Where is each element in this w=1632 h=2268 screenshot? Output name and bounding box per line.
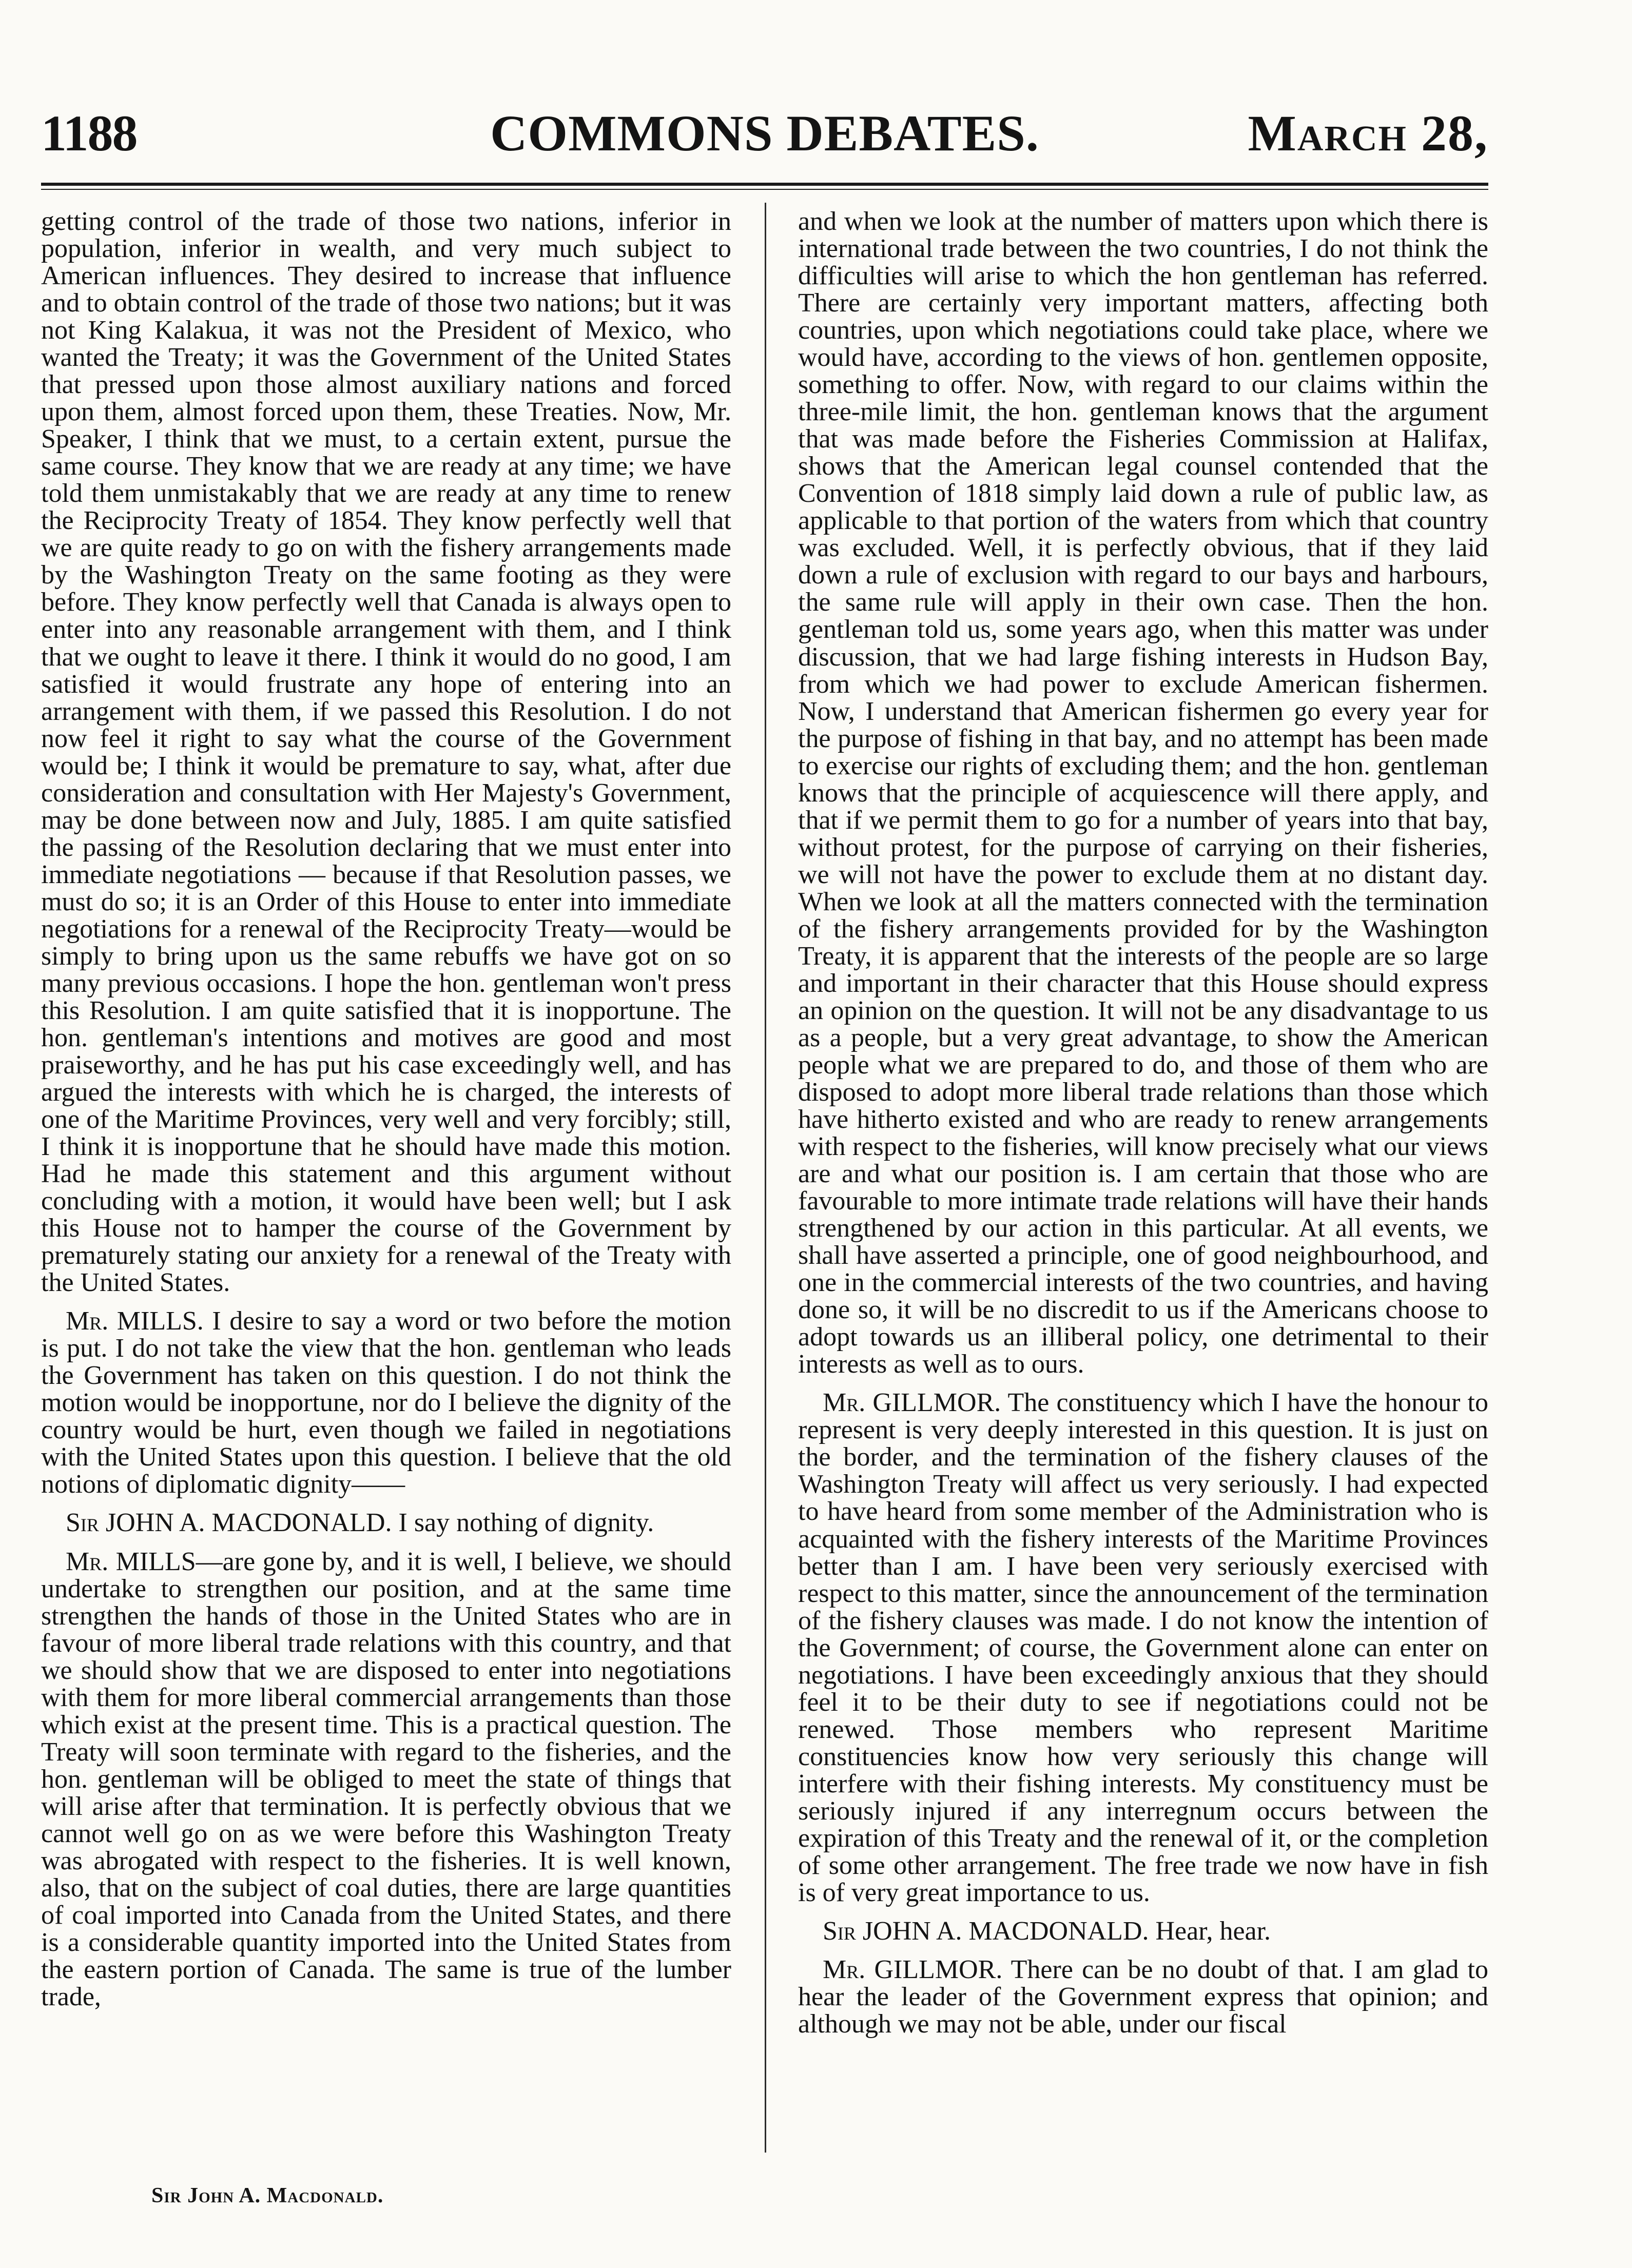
- column-divider: [765, 203, 766, 2153]
- speech-paragraph: [41, 1548, 731, 2011]
- speech-text: There can be no doubt of that. I am glad to hear the leader of the Government express that opinion; and although we may not be able, under our fiscal: [798, 1954, 1488, 2039]
- speaker-name: Mr. GILLMOR.: [823, 1388, 1001, 1418]
- speaker-name: Sir JOHN A. MACDONALD.: [823, 1916, 1149, 1946]
- catchword: Sir John A. Macdonald.: [151, 2184, 384, 2207]
- speech-text: Hear, hear.: [1155, 1916, 1271, 1946]
- speech-paragraph: [798, 1389, 1488, 1906]
- speech-paragraph: [41, 1509, 731, 1536]
- running-title: COMMONS DEBATES.: [490, 105, 1039, 162]
- speaker-name: Mr. GILLMOR.: [823, 1954, 1003, 1984]
- paragraph: and when we look at the number of matters upon which there is international trade between the two countries, I do not think the difficulties will arise to which the hon gentleman has referred. There are certainly very important matters, affecting both countries, upon which negotiations could take place, where we would have, according to the views of hon. gentlemen opposite, something to offer. Now, with regard to our claims within the three-mile limit, the hon. gentleman knows that the argument that was made before the Fisheries Commission at Halifax, shows that the American legal counsel contended that the Convention of 1818 simply laid down a rule of public law, as applicable to that portion of the waters from which that country was excluded. Well, it is perfectly obvious, that if they laid down a rule of exclusion with regard to our bays and harbours, the same rule will apply in their own case. Then the hon. gentleman told us, some years ago, when this matter was under discussion, that we had large fishing interests in Hudson Bay, from which we had power to exclude American fishermen. Now, I understand that American fishermen go every year for the purpose of fishing in that bay, and no attempt has been made to exercise our rights of excluding them; and the hon. gentleman knows that the principle of acquiescence will there apply, and that if we permit them to go for a number of years into that bay, without protest, for the purpose of carrying on their fisheries, we will not have the power to exclude them at no distant day. When we look at all the matters connected with the termination of the fishery arrangements provided for by the Washington Treaty, it is apparent that the interests of the people are so large and important in their character that this House should express an opinion on the question. It will not be any disadvantage to us as a people, but a very great advantage, to show the American people what we are prepared to do, and those of them who are disposed to adopt more liberal trade relations than those which have hitherto existed and who are ready to renew arrangements with respect to the fisheries, will know precisely what our views are and what our position is. I am certain that those who are favourable to more intimate trade relations will have their hands strengthened by our action in this particular. At all events, we shall have asserted a principle, one of good neighbourhood, and one in the commercial interests of the two countries, and having done so, it will be no discredit to us if the Americans choose to adopt towards us an illiberal policy, one detrimental to their interests as well as to ours.: [798, 208, 1488, 1379]
- header-rule: [41, 183, 1488, 186]
- header-rule-thin: [41, 189, 1488, 190]
- right-column: [798, 208, 1488, 2158]
- page-number: 1188: [41, 105, 137, 162]
- speech-text: I desire to say a word or two before the motion is put. I do not take the view that the hon. gentleman who leads the Government has taken on this question. I do not think the motion would be inopportune, nor do I believe the dignity of the country would be hurt, even though we failed in negotiations with the United States upon this question. I believe that the old notions of diplomatic dignity——: [41, 1306, 731, 1499]
- page: [41, 97, 1488, 2222]
- speaker-name: Mr. MILLS.: [66, 1306, 204, 1336]
- speech-text: I say nothing of dignity.: [398, 1508, 654, 1538]
- speech-text: —are gone by, and it is well, I believe, we should undertake to strengthen our position, and at the same time strengthen the hands of those in the United States who are in favour of more liberal trade relations with this country, and that we should show that we are disposed to enter into negotiations with them for more liberal commercial arrangements than those which exist at the present time. This is a practical question. The Treaty will soon terminate with regard to the fisheries, and the hon. gentleman will be obliged to meet the state of things that will arise after that termination. It is perfectly obvious that we cannot well go on as we were before this Washington Treaty was abrogated with respect to the fisheries. It is well known, also, that on the subject of coal duties, there are large quantities of coal imported into Canada from the United States, and there is a considerable quantity imported into the United States from the eastern portion of Canada. The same is true of the lumber trade,: [41, 1547, 731, 2011]
- left-column: [41, 208, 731, 2158]
- speech-paragraph: [798, 1918, 1488, 1945]
- speech-paragraph: [41, 1307, 731, 1498]
- speaker-name: Sir JOHN A. MACDONALD.: [66, 1508, 392, 1538]
- page-date: March 28,: [1248, 105, 1488, 162]
- speaker-name: Mr. MILLS: [66, 1547, 196, 1576]
- paragraph: getting control of the trade of those two nations, inferior in population, inferior in wealth, and very much subject to American influences. They desired to increase that influence and to obtain control of the trade of those two nations; but it was not King Kalakua, it was not the President of Mexico, who wanted the Treaty; it was the Government of the United States that pressed upon those almost auxiliary nations and forced upon them, almost forced upon them, these Treaties. Now, Mr. Speaker, I think that we must, to a certain extent, pursue the same course. They know that we are ready at any time; we have told them unmistakably that we are ready at any time to renew the Reciprocity Treaty of 1854. They know perfectly well that we are quite ready to go on with the fishery arrangements made by the Washington Treaty on the same footing as they were before. They know perfectly well that Canada is always open to enter into any reasonable arrangement with them, and I think that we ought to leave it there. I think it would do no good, I am satisfied it would frustrate any hope of entering into an arrangement with them, if we passed this Resolution. I do not now feel it right to say what the course of the Government would be; I think it would be premature to say, what, after due consideration and consultation with Her Majesty's Government, may be done between now and July, 1885. I am quite satisfied the passing of the Resolution declaring that we must enter into immediate negotiations — because if that Resolution passes, we must do so; it is an Order of this House to enter into immediate negotiations for a renewal of the Reciprocity Treaty—would be simply to bring upon us the same rebuffs we have got on so many previous occasions. I hope the hon. gentleman won't press this Resolution. I am quite satisfied that it is inopportune. The hon. gentleman's intentions and motives are good and most praiseworthy, and he has put his case exceedingly well, and has argued the interests with which he is charged, the interests of one of the Maritime Provinces, very well and very forcibly; still, I think it is inopportune that he should have made this motion. Had he made this statement and this argument without concluding with a motion, it would have been well; but I ask this House not to hamper the course of the Government by prematurely stating our anxiety for a renewal of the Treaty with the United States.: [41, 208, 731, 1298]
- page-header: [41, 97, 1488, 174]
- speech-text: The constituency which I have the honour to represent is very deeply interested in this question. It is just on the border, and the termination of the fishery clauses of the Washington Treaty will affect us very seriously. I had expected to have heard from some member of the Administration who is acquainted with the fishery interests of the Maritime Provinces better than I am. I have been very seriously exercised with respect to this matter, since the announcement of the termination of the fishery clauses was made. I do not know the intention of the Government; of course, the Government alone can enter on negotiations. I have been exceedingly anxious that they should feel it to be their duty to see if negotiations could not be renewed. Those members who represent Maritime constituencies know how very seriously this change will interfere with their fishing interests. My constituency must be seriously injured if any interregnum occurs between the expiration of this Treaty and the renewal of it, or the completion of some other arrangement. The free trade we now have in fish is of very great importance to us.: [798, 1388, 1488, 1907]
- speech-paragraph: [798, 1956, 1488, 2038]
